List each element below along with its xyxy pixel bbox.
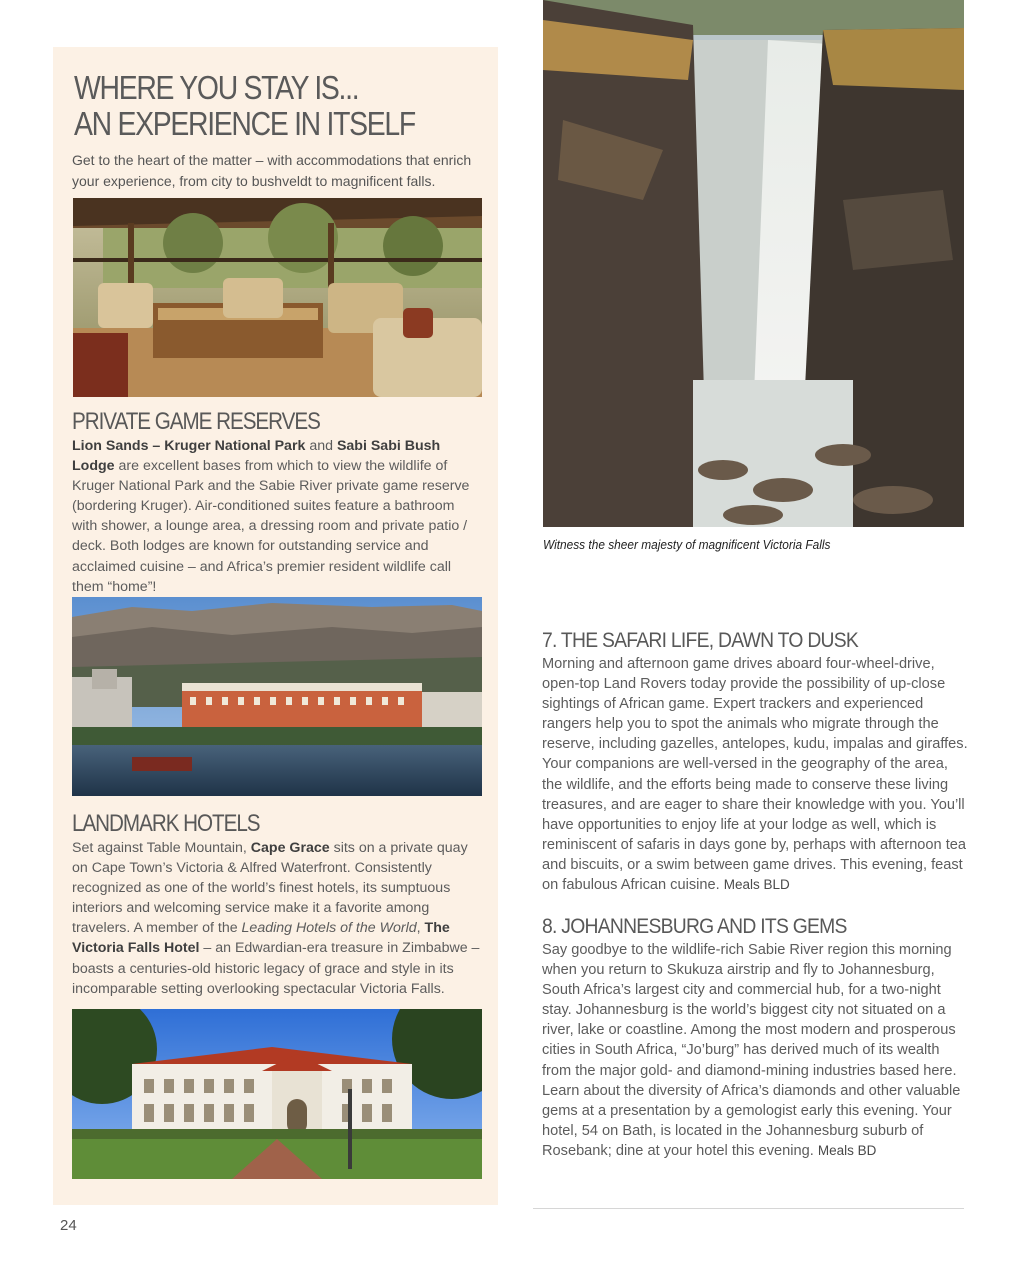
photo-caption: Witness the sheer majesty of magnificent Victoria Falls — [543, 538, 831, 552]
feature-title-line1: WHERE YOU STAY IS... — [74, 69, 359, 106]
day8-heading: 8. JOHANNESBURG AND ITS GEMS — [542, 915, 847, 938]
private-reserves-description: are excellent bases from which to view the wildlife of Kruger National Park and the Sabie River private game reserve (bordering Kruger). Air-conditioned suites feature a bathroom with shower, a lounge area, a dressing room and private patio / deck. Both lodges are known for outstanding service and acclaimed cuisine – and Africa’s premier resident wildlife call them “home”! — [72, 458, 470, 595]
hotel-name-victoria-falls: The Victoria Falls Hotel — [72, 920, 450, 957]
day7-description: Morning and afternoon game drives aboard four-wheel-drive, open-top Land Rovers today provide the possibility of up-close sightings of African game. Expert trackers and experienced rangers help you to spot the animals who migrate through the reserve, including gazelles, antelopes, kudu, impalas and giraffes. Your companions are well-versed in the geography of the area, the wildlife, and the efforts being made to conserve these living treasures, and are eager to share their knowledge with you. You’ll have opportunities to enjoy life at your lodge as well, which is reminiscent of safaris in days gone by, perhaps with afternoon tea and biscuits, or a swim between game drives. This evening, feast on fabulous African cuisine. — [542, 656, 968, 894]
victoria-falls-hotel-photo — [72, 1009, 482, 1179]
day8-description: Say goodbye to the wildlife-rich Sabie River region this morning when you return to Skukuza airstrip and fly to Johannesburg, South Africa’s largest city and commercial hub, for a two-night stay. Johannesburg is the world’s biggest city not situated on a river, lake or coastline. Among the most modern and prosperous cities in South Africa, “Jo’burg” has derived much of its wealth from the major gold- and diamond-mining industries based here. Learn about the diversity of Africa’s diamonds and other valuable gems at a presentation by a gemologist early this evening. Your hotel, 54 on Bath, is located in the Johannesburg suburb of Rosebank; dine at your hotel this evening. — [542, 942, 961, 1159]
day7-heading: 7. THE SAFARI LIFE, DAWN TO DUSK — [542, 629, 859, 652]
hotel-name-cape-grace: Cape Grace — [250, 840, 330, 856]
and-text: and — [305, 438, 337, 454]
private-reserves-text — [72, 436, 482, 597]
lodge-interior-photo — [73, 198, 482, 397]
victoria-falls-photo — [543, 0, 964, 527]
landmark-text-part3: – an Edwardian-era treasure in Zimbabwe – boasts a centuries-old historic legacy of grace and style in its incomparable setting overlooking spectacular Victoria Falls. — [72, 940, 480, 997]
feature-intro: Get to the heart of the matter – with accommodations that enrich your experience, from city to bushveldt to magnificent falls. — [72, 152, 472, 189]
cape-grace-photo — [72, 597, 482, 796]
landmark-text-part2: sits on a private quay on Cape Town’s Victoria & Alfred Waterfront. Consistently recognized as one of the world’s finest hotels, its sumptuous interiors and welcoming service make it a favorite among travelers. A member of the — [72, 840, 468, 937]
day7-meals: Meals BLD — [723, 877, 790, 893]
landmark-hotels-heading: LANDMARK HOTELS — [72, 810, 260, 837]
landmark-text-part1: Set against Table Mountain, — [72, 840, 251, 856]
lodge-name-sabi-sabi: Sabi Sabi Bush Lodge — [72, 438, 441, 475]
lodge-name-lion-sands: Lion Sands – Kruger National Park — [72, 438, 306, 454]
private-reserves-heading: PRIVATE GAME RESERVES — [72, 408, 320, 435]
feature-title-line2: AN EXPERIENCE IN ITSELF — [74, 105, 415, 142]
day7-text — [542, 654, 972, 895]
day8-meals: Meals BD — [817, 1142, 877, 1158]
page-number: 24 — [60, 1217, 77, 1234]
feature-title — [74, 70, 435, 142]
day8-text — [542, 940, 972, 1161]
leading-hotels-brand: Leading Hotels of the World — [241, 920, 417, 937]
footer-divider — [533, 1208, 964, 1209]
comma-text: , — [416, 920, 425, 937]
landmark-hotels-text — [72, 838, 487, 999]
